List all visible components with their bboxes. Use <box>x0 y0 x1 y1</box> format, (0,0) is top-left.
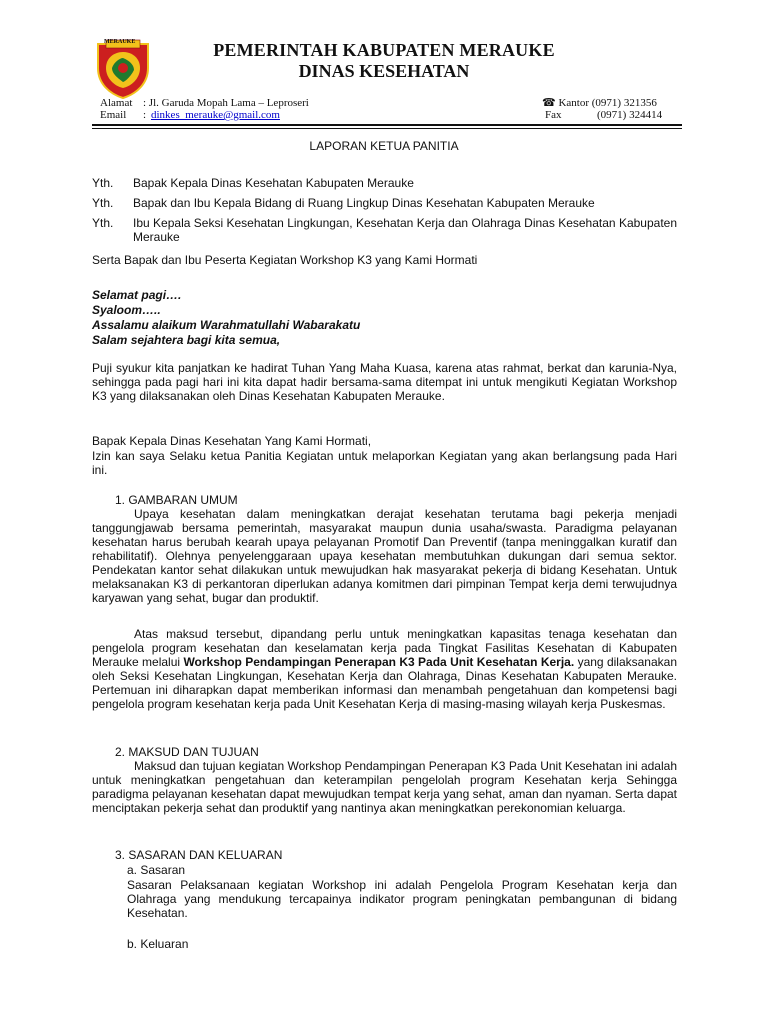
section-1-heading: 1. GAMBARAN UMUM <box>115 493 238 507</box>
agency-name: PEMERINTAH KABUPATEN MERAUKE <box>213 40 555 60</box>
greeting-2: Syaloom….. <box>92 303 161 317</box>
recipient-line: Ibu Kepala Seksi Kesehatan Lingkungan, Kesehatan Kerja dan Olahraga Dinas Kesehatan Kabupaten Merauke <box>133 216 677 244</box>
sasaran-text: Sasaran Pelaksanaan kegiatan Workshop ini adalah Pengelola Program Kesehatan kerja dan Olahraga yang mendukung tercapainya indikator program peningkatan pembangunan di bidang Kesehatan. <box>127 878 677 920</box>
email-separator: : <box>143 109 147 121</box>
opening-paragraph: Puji syukur kita panjatkan ke hadirat Tuhan Yang Maha Kuasa, karena atas rahmat, berkat dan karunia-Nya, sehingga pada pagi hari ini kita dapat hadir bersama-sama ditempat ini untuk mengikuti Kegiatan Workshop K3 yang dilaksanakan oleh Dinas Kesehatan Kabupaten Merauke. <box>92 361 677 403</box>
logo-caption: MERAUKE <box>104 39 136 45</box>
greeting-3: Assalamu alaikum Warahmatullahi Wabarakatu <box>92 318 361 332</box>
section-3-heading: 3. SASARAN DAN KELUARAN <box>115 848 283 862</box>
recipient-line: Bapak dan Ibu Kepala Bidang di Ruang Lingkup Dinas Kesehatan Kabupaten Merauke <box>133 196 595 210</box>
fax-value: (0971) 324414 <box>597 109 663 121</box>
email-label: Email <box>100 109 127 121</box>
address-label: Alamat <box>100 97 133 109</box>
section-2-paragraph: Maksud dan tujuan kegiatan Workshop Pendampingan Penerapan K3 Pada Unit Kesehatan ini adalah untuk meningkatkan pengetahuan dan keterampilan pengelolah program Kesehatan kerja Sehingga paradigma pelayanan kesehatan dapat mewujudkan tempat kerja yang sehat, aman dan nyaman. Serta dapat menciptakan pekerja sehat dan produktif yang nantinya akan meningkatkan perekonomian keluarga. <box>92 759 677 815</box>
address-value: : Jl. Garuda Mopah Lama – Leproseri <box>143 97 309 109</box>
workshop-name-bold: Workshop Pendampingan Penerapan K3 Pada Unit Kesehatan Kerja. <box>183 655 575 669</box>
recipient-line: Bapak Kepala Dinas Kesehatan Kabupaten Merauke <box>133 176 414 190</box>
document-title: LAPORAN KETUA PANITIA <box>309 139 459 153</box>
email-link[interactable]: dinkes_merauke@gmail.com <box>151 109 280 121</box>
section-1-p2-lead: Atas maksud tersebut, dipandang perlu untuk meningkatkan kapasitas tenaga kesehatan dan pengelola program kesehatan dan keselamatan kerja pada Tingkat Fasilitas Kesehatan di Kabupaten Merauke melalui <box>92 627 677 669</box>
recipient-prefix: Yth. <box>92 216 114 230</box>
greeting-1: Selamat pagi…. <box>92 288 182 302</box>
letterhead-rule-thin <box>92 128 682 129</box>
section-1-paragraph-1: Upaya kesehatan dalam meningkatkan derajat kesehatan terutama bagi pekerja menjadi tanggungjawab bersama pemerintah, masyarakat maupun dunia usaha/swasta. Paradigma pelayanan kesehatan harus berubah kearah upaya pelayanan Promotif Dan Preventif (tanpa meninggalkan kuratif dan rehabilitatif). Olehnya penyelenggaraan upaya kesehatan membutuhkan dukungan dari semua sektor. Pendekatan kantor sehat dilakukan untuk mewujudkan hak masyarakat pekerja di bidang Kesehatan. Untuk melaksanakan K3 di perkantoran diperlukan adanya komitmen dari pimpinan Tempat kerja demi terwujudnya karyawan yang sehat, bugar dan produktif. <box>92 507 677 605</box>
telephone-icon: ☎ <box>542 97 556 109</box>
section-1-paragraph-2 <box>92 627 677 711</box>
recipient-prefix: Yth. <box>92 196 114 210</box>
fax-label: Fax <box>545 109 562 121</box>
section-2-heading: 2. MAKSUD DAN TUJUAN <box>115 745 259 759</box>
intro-paragraph: Izin kan saya Selaku ketua Panitia Kegiatan untuk melaporkan Kegiatan yang akan berlangsung pada Hari ini. <box>92 449 677 477</box>
recipient-prefix: Yth. <box>92 176 114 190</box>
department-name: DINAS KESEHATAN <box>298 61 470 81</box>
section-1-p2-tail: yang dilaksanakan oleh Seksi Kesehatan Lingkungan, Kesehatan Kerja dan Olahraga, Dinas Kesehatan Kabupaten Merauke. Pertemuan ini diharapkan dapat memberikan informasi dan menambah pengetahuan dan kompetensi bagi pengelola program kesehatan kerja pada Unit Kesehatan Kerja di masing-masing wilayah kerja Puskesmas. <box>92 655 678 711</box>
participants-line: Serta Bapak dan Ibu Peserta Kegiatan Workshop K3 yang Kami Hormati <box>92 253 478 267</box>
letterhead-rule-thick <box>92 124 682 126</box>
office-phone-text: Kantor (0971) 321356 <box>558 97 657 109</box>
keluaran-label: b. Keluaran <box>127 937 189 951</box>
sasaran-label: a. Sasaran <box>127 863 186 877</box>
greeting-4: Salam sejahtera bagi kita semua, <box>92 333 281 347</box>
salutation: Bapak Kepala Dinas Kesehatan Yang Kami Hormati, <box>92 434 372 448</box>
